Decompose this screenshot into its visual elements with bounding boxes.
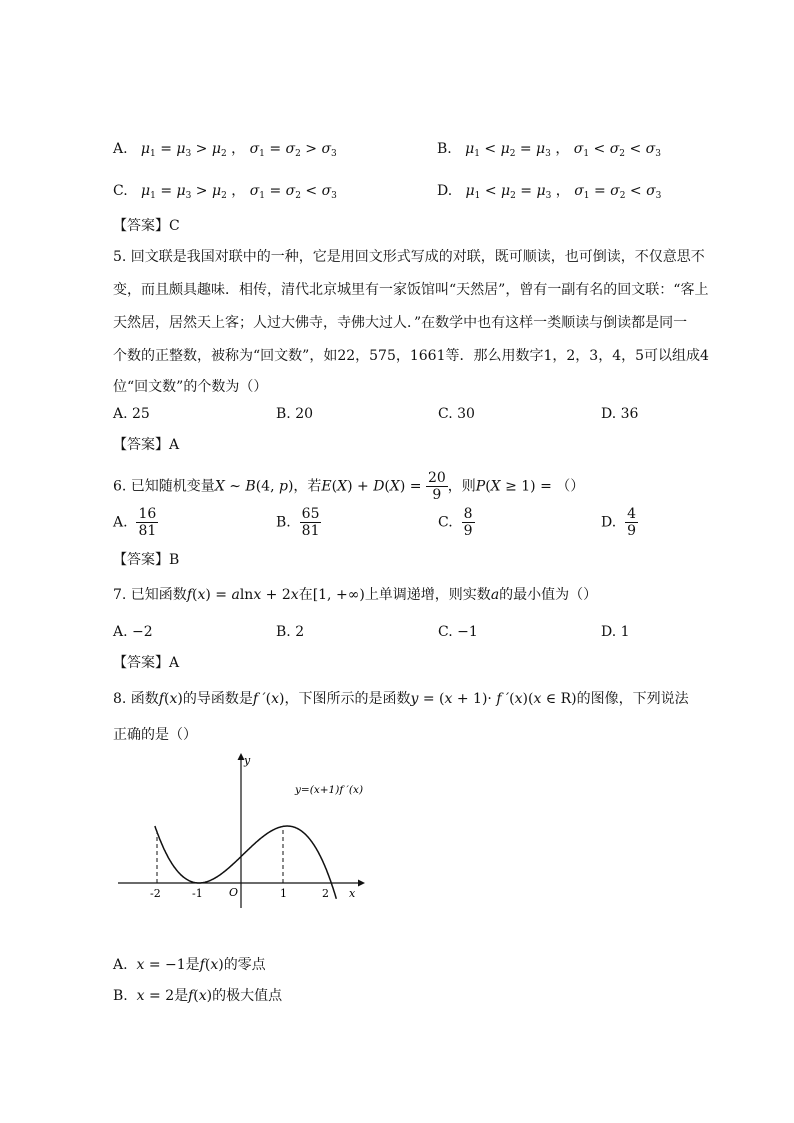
q8-opt-b-math: x = 2 [136,988,175,1004]
q5-option-d: D. 36 [601,406,639,422]
x-axis-label: x [349,887,356,900]
q5-answer: 【答案】A [113,437,180,453]
tick-label: -1 [192,887,203,900]
q8-opt-b-fx: f(x) [188,988,213,1004]
q7-answer: 【答案】A [113,655,180,671]
q7-variable-a: a [490,587,500,603]
q4-option-b-math: $\mu_1 < \mu_2 = \mu_3$ ， $\sigma_1 < \sigma_2 < \sigma_3$ [465,141,661,159]
x-axis-arrow [358,880,365,887]
q6-sum-math: E(X) + D(X) = [321,478,426,495]
q7-option-d: D. 1 [601,624,630,640]
q5-text-line-4: 个数的正整数，被称为“回文数”，如22，575，1661等．那么用数字1，2，3，4，5可以组成4 [113,348,709,364]
q7-option-b: B. 2 [276,624,305,640]
q8-option-a: A. x = −1是f(x)的零点 [113,957,266,973]
q4-option-c: C. $\mu_1 = \mu_3 > \mu_2$ ， $\sigma_1 = \sigma_2 < \sigma_3$ [113,183,337,201]
q8-opt-a-fx: f(x) [199,957,224,973]
q5-text-line-3: 天然居，居然天上客；人过大佛寺，寺佛大过人．”在数学中也有这样一类顺读与倒读都是同一 [113,315,688,331]
q8-fx-math: f(x) [158,691,183,707]
q4-option-c-math: $\mu_1 = \mu_3 > \mu_2$ ， $\sigma_1 = \sigma_2 < \sigma_3$ [141,183,337,201]
q5-text-line-2: 变，而且颇具趣味．相传，清代北京城里有一家饭馆叫“天然居”，曾有一副有名的回文联：“客上 [113,282,709,298]
y-axis-label: y [244,754,251,767]
q8-fprime-math: f ′(x) [252,691,285,707]
q5-option-c: C. 30 [438,406,475,422]
q7-function-math: f(x) = alnx + 2x [186,587,299,603]
q6-text-line: 6. 已知随机变量X ∼ B(4, p)，若E(X) + D(X) = $\frac{20}{9}$ ，则P(X ≥ 1) = （） [113,470,585,503]
q7-option-a: A. −2 [113,624,153,640]
q5-option-a: A. 25 [113,406,150,422]
tick-label: 2 [322,887,329,900]
q4-option-a: A. $\mu_1 = \mu_3 > \mu_2$ ， $\sigma_1 = \sigma_2 > \sigma_3$ [113,141,337,159]
q5-text-line-1: 5. 回文联是我国对联中的一种，它是用回文形式写成的对联，既可顺读，也可倒读，不仅意思不 [113,249,705,265]
q6-prob-math: P(X ≥ 1) = [475,478,557,495]
q5-text-line-5: 位“回文数”的个数为（） [113,379,268,395]
curve-label: y=(x+1)f ′(x) [295,784,364,796]
q6-option-a: A. $\frac{16}{81}$ [113,506,157,539]
q7-text-line: 7. 已知函数f(x) = alnx + 2x在[1, +∞)上单调递增，则实数a的最小值为（） [113,587,598,603]
q6-distribution-math: X ∼ B(4, p) [214,478,294,495]
q7-interval-math: [1, +∞) [312,587,365,603]
q6-option-c: C. $\frac{8}{9}$ [438,506,473,539]
tick-label: 1 [280,887,287,900]
q4-option-d-math: $\mu_1 < \mu_2 = \mu_3$ ， $\sigma_1 = \sigma_2 < \sigma_3$ [465,183,662,201]
q6-fraction: $\frac{20}{9}$ [427,470,446,503]
q5-option-b: B. 20 [276,406,314,422]
q4-option-d: D. $\mu_1 < \mu_2 = \mu_3$ ， $\sigma_1 = \sigma_2 < \sigma_3$ [437,183,662,201]
origin-label: O [229,886,239,899]
x-axis-ticks [150,887,329,900]
q8-option-b: B. x = 2是f(x)的极大值点 [113,988,283,1004]
function-curve [155,826,336,899]
q6-option-d: D. $\frac{4}{9}$ [601,506,637,539]
q4-option-a-math: $\mu_1 = \mu_3 > \mu_2$ ， $\sigma_1 = \sigma_2 > \sigma_3$ [140,141,337,159]
q7-option-c: C. −1 [438,624,478,640]
q6-answer: 【答案】B [113,552,180,568]
q4-answer: 【答案】C [113,218,180,234]
q4-option-b: B. $\mu_1 < \mu_2 = \mu_3$ ， $\sigma_1 < \sigma_2 < \sigma_3$ [437,141,661,159]
q8-text-line-1: 8. 函数f(x)的导函数是f ′(x)，下图所示的是函数y = (x + 1)· f ′(x)(x ∈ R)的图像，下列说法 [113,691,689,707]
tick-label: -2 [150,887,161,900]
q8-text-line-2: 正确的是（） [113,727,197,743]
q8-function-graph [113,748,373,914]
q6-option-b: B. $\frac{65}{81}$ [276,506,320,539]
q8-y-math: y = (x + 1)· f ′(x)(x ∈ R) [410,691,577,707]
q8-opt-a-math: x = −1 [136,957,186,973]
